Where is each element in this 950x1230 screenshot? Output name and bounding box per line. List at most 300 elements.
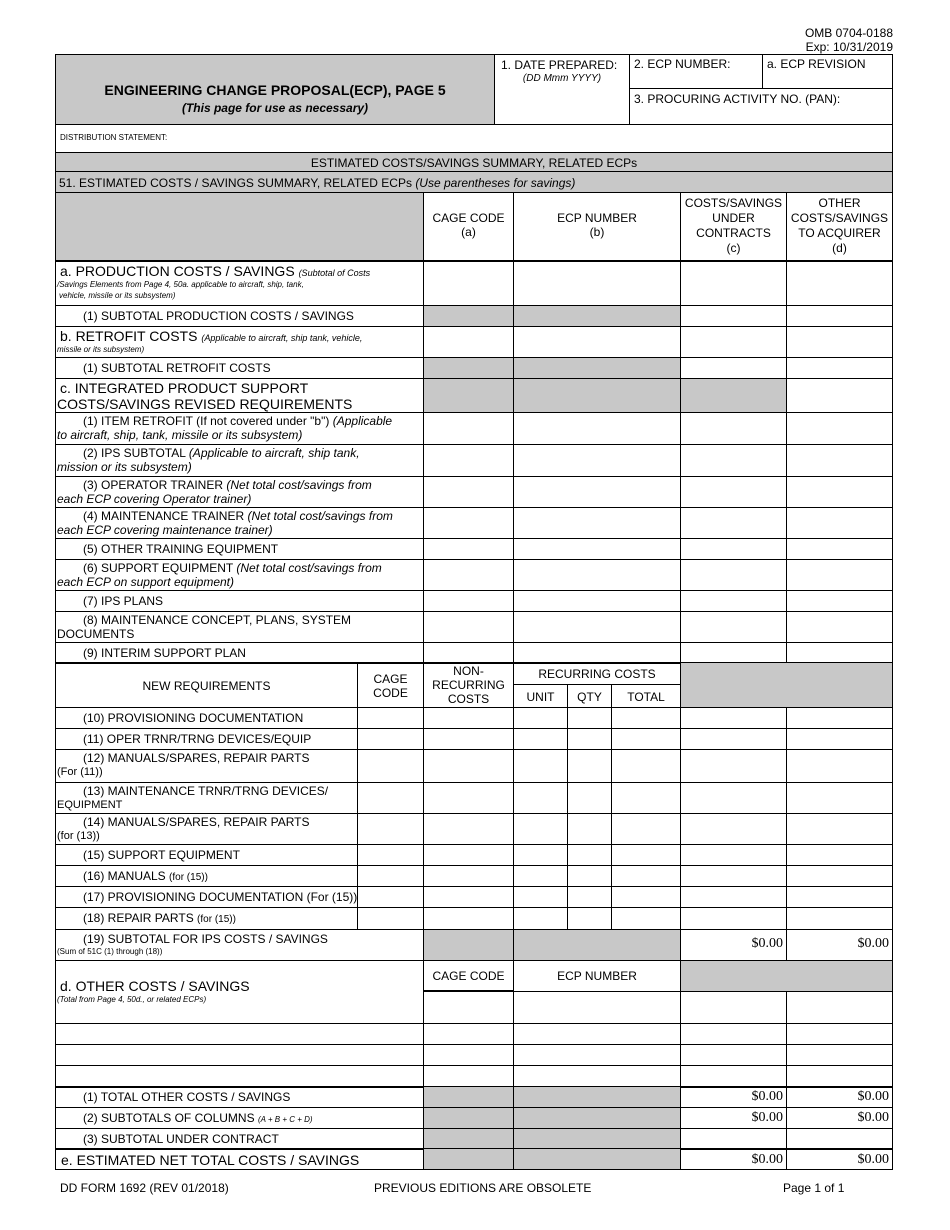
other-costs-cage-header: CAGE CODE xyxy=(423,960,514,992)
row-sub-label xyxy=(83,414,392,428)
row-sub-note: (Net total cost/savings from xyxy=(236,561,382,575)
new-requirements-gray-block xyxy=(680,662,893,708)
net-total-costs-under-contracts[interactable]: $0.00 xyxy=(680,1148,787,1170)
row-ecp-number-cell[interactable] xyxy=(513,444,681,477)
new-req-qty-cell[interactable] xyxy=(567,813,612,845)
row-title-text: b. RETROFIT COSTS xyxy=(60,328,198,344)
row-other-costs-cell[interactable] xyxy=(786,357,893,379)
row-cage-code-cell xyxy=(423,357,514,379)
total-ecp-gray xyxy=(513,1128,681,1150)
row-costs-under-contracts-cell[interactable] xyxy=(680,642,787,664)
row-sub-text: (1) SUBTOTAL RETROFIT COSTS xyxy=(83,361,271,375)
row-ecp-number-cell[interactable] xyxy=(513,642,681,664)
row-cage-code-cell xyxy=(423,378,514,413)
row-sub-text: (3) OPERATOR TRAINER xyxy=(83,478,224,492)
row-sub-line2: to aircraft, ship, tank, missile or its subsystem) xyxy=(57,428,303,442)
new-req-text: (15) SUPPORT EQUIPMENT xyxy=(83,848,240,862)
new-req-other-costs-cell[interactable] xyxy=(786,844,893,866)
total-cage-gray xyxy=(423,1086,514,1108)
column-d-line3: TO ACQUIRER xyxy=(798,226,881,240)
new-req-total-cell[interactable] xyxy=(611,865,681,887)
new-req-total-cell[interactable] xyxy=(611,749,681,783)
row-other-costs-cell[interactable] xyxy=(786,476,893,508)
new-req-nonrecurring-cell[interactable] xyxy=(423,865,514,887)
row-sub-label xyxy=(83,509,393,523)
new-req-label-cell xyxy=(55,728,358,750)
row-other-costs-cell[interactable] xyxy=(786,538,893,560)
row-sub-text: (1) ITEM RETROFIT (If not covered under "b") xyxy=(83,414,330,428)
new-req-qty-cell[interactable] xyxy=(567,707,612,729)
new-req-nonrecurring-cell[interactable] xyxy=(423,886,514,908)
row-other-costs-cell[interactable] xyxy=(786,261,893,306)
new-req-qty-cell[interactable] xyxy=(567,907,612,930)
row-sub-text: (5) OTHER TRAINING EQUIPMENT xyxy=(83,542,279,556)
row-sub-text: (7) IPS PLANS xyxy=(83,594,164,608)
new-req-other-costs-cell[interactable] xyxy=(786,865,893,887)
row-other-costs-cell[interactable] xyxy=(786,444,893,477)
row-costs-under-contracts-cell[interactable] xyxy=(680,476,787,508)
other-c-entry-1[interactable] xyxy=(680,991,787,1024)
total-header: TOTAL xyxy=(611,684,681,708)
row-ecp-number-cell xyxy=(513,378,681,413)
row-sub-label xyxy=(83,446,360,460)
total-costs-under-contracts[interactable]: $0.00 xyxy=(680,1086,787,1108)
column-d-letter: (d) xyxy=(832,241,847,255)
row-other-costs-cell[interactable] xyxy=(786,642,893,664)
row-sub-note: (Applicable to aircraft, ship tank, xyxy=(188,446,360,460)
row-ecp-number-cell[interactable] xyxy=(513,538,681,560)
row-label-cell xyxy=(55,357,424,379)
new-req-other-costs-cell[interactable] xyxy=(786,749,893,783)
new-req-costs-under-contracts-cell[interactable] xyxy=(680,813,787,845)
new-req-costs-under-contracts-cell[interactable] xyxy=(680,886,787,908)
new-req-total-cell[interactable] xyxy=(611,782,681,814)
new-req-qty-cell[interactable] xyxy=(567,728,612,750)
new-req-total-cell[interactable] xyxy=(611,907,681,930)
row-19-other-costs[interactable]: $0.00 xyxy=(786,929,893,961)
footer-form-number: DD FORM 1692 (REV 01/2018) xyxy=(60,1181,229,1195)
new-req-costs-under-contracts-cell[interactable] xyxy=(680,728,787,750)
new-req-unit-cell[interactable] xyxy=(513,844,568,866)
row-other-costs-cell[interactable] xyxy=(786,305,893,327)
other-row-ecp-cell[interactable] xyxy=(513,1065,681,1088)
new-req-text: (16) MANUALS xyxy=(83,869,166,883)
row-ecp-number-cell[interactable] xyxy=(513,326,681,358)
pan-label: 3. PROCURING ACTIVITY NO. (PAN): xyxy=(634,92,841,106)
row-19-note: (Sum of 51C (1) through (18)) xyxy=(57,947,163,956)
other-costs-gray-block xyxy=(680,960,893,992)
new-req-costs-under-contracts-cell[interactable] xyxy=(680,707,787,729)
column-b-letter: (b) xyxy=(589,225,605,239)
total-other-costs[interactable]: $0.00 xyxy=(786,1107,893,1129)
other-row-costs-under-contracts-cell[interactable] xyxy=(680,1023,787,1045)
new-req-label xyxy=(83,815,310,829)
cage-header-line2: CODE xyxy=(373,686,408,700)
other-costs-ecp-header: ECP NUMBER xyxy=(513,960,681,992)
new-req-qty-cell[interactable] xyxy=(567,844,612,866)
row-other-costs-cell[interactable] xyxy=(786,507,893,539)
row-note-line2: /Savings Elements from Page 4, 50a. applicable to aircraft, ship, tank, xyxy=(57,280,304,289)
total-label-text: (3) SUBTOTAL UNDER CONTRACT xyxy=(83,1132,279,1146)
other-costs-note: (Total from Page 4, 50d., or related ECPs) xyxy=(57,995,207,1004)
new-req-text: (13) MAINTENANCE TRNR/TRNG DEVICES/ xyxy=(83,784,329,798)
row-sub-label xyxy=(83,309,354,323)
item-51-label: 51. ESTIMATED COSTS / SAVINGS SUMMARY, RELATED ECPs xyxy=(59,176,412,190)
row-cage-code-cell[interactable] xyxy=(423,412,514,445)
new-req-cage-cell[interactable] xyxy=(357,886,424,908)
row-ecp-number-cell[interactable] xyxy=(513,507,681,539)
new-req-line2: (for (13)) xyxy=(57,830,100,842)
row-ecp-number-cell[interactable] xyxy=(513,412,681,445)
date-format-hint: (DD Mmm YYYY) xyxy=(522,73,602,84)
total-other-costs[interactable]: $0.00 xyxy=(786,1086,893,1108)
ecp-revision-label: a. ECP REVISION xyxy=(767,57,866,71)
new-req-qty-cell[interactable] xyxy=(567,782,612,814)
row-note-line3: vehicle, missile or its subsystem) xyxy=(59,291,176,300)
total-ecp-gray xyxy=(513,1107,681,1129)
other-row-other-costs-cell[interactable] xyxy=(786,1023,893,1045)
row-cage-code-cell[interactable] xyxy=(423,444,514,477)
column-header-other-costs xyxy=(786,192,893,261)
new-req-total-cell[interactable] xyxy=(611,886,681,908)
row-sub-text: (1) SUBTOTAL PRODUCTION COSTS / SAVINGS xyxy=(83,309,354,323)
row-ecp-number-cell xyxy=(513,357,681,379)
new-req-line2: (For (11)) xyxy=(57,766,103,778)
new-req-label-cell xyxy=(55,886,358,908)
new-req-cage-cell[interactable] xyxy=(357,749,424,783)
row-19-cage-gray xyxy=(423,929,514,961)
row-19-label-cell xyxy=(55,929,424,961)
new-req-label xyxy=(83,911,236,927)
row-title-note: (Subtotal of Costs xyxy=(298,268,371,278)
new-req-label xyxy=(83,732,311,746)
row-label-cell xyxy=(55,476,424,508)
row-cage-code-cell[interactable] xyxy=(423,642,514,664)
other-row-description-cell[interactable] xyxy=(55,1044,424,1066)
net-total-cage-gray xyxy=(423,1148,514,1170)
total-ecp-gray xyxy=(513,1086,681,1108)
row-costs-under-contracts-cell[interactable] xyxy=(680,507,787,539)
new-req-label-cell xyxy=(55,707,358,729)
unit-header: UNIT xyxy=(513,684,568,708)
other-costs-label-cell xyxy=(55,960,424,1024)
new-req-text: (10) PROVISIONING DOCUMENTATION xyxy=(83,711,304,725)
row-other-costs-cell[interactable] xyxy=(786,326,893,358)
net-total-label: e. ESTIMATED NET TOTAL COSTS / SAVINGS xyxy=(61,1152,360,1168)
new-req-unit-cell[interactable] xyxy=(513,886,568,908)
column-b-label: ECP NUMBER xyxy=(557,211,637,225)
new-req-cage-cell[interactable] xyxy=(357,728,424,750)
new-req-label xyxy=(83,890,357,904)
row-sub-line2: each ECP covering maintenance trainer) xyxy=(57,523,273,537)
other-row-ecp-cell[interactable] xyxy=(513,1044,681,1066)
row-costs-under-contracts-cell[interactable] xyxy=(680,357,787,379)
new-req-unit-cell[interactable] xyxy=(513,907,568,930)
row-19-label: (19) SUBTOTAL FOR IPS COSTS / SAVINGS xyxy=(83,932,328,946)
row-costs-under-contracts-cell[interactable] xyxy=(680,305,787,327)
row-label-cell xyxy=(55,326,424,358)
row-label-cell xyxy=(55,444,424,477)
row-sub-line2: each ECP on support equipment) xyxy=(57,575,234,589)
new-req-nonrecurring-cell[interactable] xyxy=(423,782,514,814)
row-other-costs-cell[interactable] xyxy=(786,590,893,612)
nonrecurring-costs-header xyxy=(423,662,514,708)
row-costs-under-contracts-cell[interactable] xyxy=(680,611,787,643)
row-sub-label xyxy=(83,646,246,660)
other-row-cage-cell[interactable] xyxy=(423,1065,514,1088)
row-cage-code-cell[interactable] xyxy=(423,611,514,643)
form-title: ENGINEERING CHANGE PROPOSAL(ECP), PAGE 5 xyxy=(104,82,446,98)
new-req-costs-under-contracts-cell[interactable] xyxy=(680,907,787,930)
row-other-costs-cell[interactable] xyxy=(786,611,893,643)
form-subtitle: (This page for use as necessary) xyxy=(181,101,369,115)
row-sub-text: (9) INTERIM SUPPORT PLAN xyxy=(83,646,246,660)
total-cage-gray xyxy=(423,1107,514,1129)
row-costs-under-contracts-cell[interactable] xyxy=(680,412,787,445)
new-req-cage-cell[interactable] xyxy=(357,782,424,814)
new-req-other-costs-cell[interactable] xyxy=(786,886,893,908)
date-prepared-label: 1. DATE PREPARED: xyxy=(501,58,618,72)
new-req-qty-cell[interactable] xyxy=(567,865,612,887)
row-label-cell xyxy=(55,378,424,413)
new-req-cage-cell[interactable] xyxy=(357,707,424,729)
row-cage-code-cell[interactable] xyxy=(423,261,514,306)
row-other-costs-cell[interactable] xyxy=(786,378,893,413)
new-req-unit-cell[interactable] xyxy=(513,749,568,783)
new-req-text: (17) PROVISIONING DOCUMENTATION (For (15)) xyxy=(83,890,358,904)
row-19-costs-under-contracts[interactable]: $0.00 xyxy=(680,929,787,961)
row-label-cell xyxy=(55,412,424,445)
total-label-cell xyxy=(55,1107,424,1129)
row-costs-under-contracts-cell xyxy=(680,378,787,413)
other-row-description-cell[interactable] xyxy=(55,1023,424,1045)
row-cage-code-cell[interactable] xyxy=(423,476,514,508)
new-req-nonrecurring-cell[interactable] xyxy=(423,844,514,866)
new-req-nonrecurring-cell[interactable] xyxy=(423,813,514,845)
other-row-costs-under-contracts-cell[interactable] xyxy=(680,1065,787,1088)
row-label-cell xyxy=(55,538,424,560)
row-cage-code-cell[interactable] xyxy=(423,507,514,539)
qty-header: QTY xyxy=(567,684,612,708)
new-req-costs-under-contracts-cell[interactable] xyxy=(680,782,787,814)
new-req-costs-under-contracts-cell[interactable] xyxy=(680,749,787,783)
new-req-unit-cell[interactable] xyxy=(513,782,568,814)
new-req-tail: (for (15)) xyxy=(197,914,236,925)
row-cage-code-cell[interactable] xyxy=(423,559,514,591)
total-costs-under-contracts[interactable]: $0.00 xyxy=(680,1107,787,1129)
column-a-letter: (a) xyxy=(461,225,476,239)
column-c-line2: UNDER xyxy=(712,211,755,225)
other-row-other-costs-cell[interactable] xyxy=(786,1044,893,1066)
column-c-line3: CONTRACTS xyxy=(696,226,771,240)
total-label-text: (2) SUBTOTALS OF COLUMNS xyxy=(83,1111,255,1125)
new-req-other-costs-cell[interactable] xyxy=(786,813,893,845)
column-header-costs-under-contracts xyxy=(680,192,787,261)
new-req-qty-cell[interactable] xyxy=(567,749,612,783)
row-title xyxy=(60,328,362,344)
distribution-label: DISTRIBUTION STATEMENT: xyxy=(60,133,168,142)
row-sub-note: (Net total cost/savings from xyxy=(226,478,372,492)
cage-header-line1: CAGE xyxy=(373,672,408,686)
new-req-label-cell xyxy=(55,813,358,845)
recurring-costs-header: RECURRING COSTS xyxy=(513,662,681,685)
row-label-cell xyxy=(55,305,424,327)
new-req-total-cell[interactable] xyxy=(611,813,681,845)
row-ecp-number-cell[interactable] xyxy=(513,261,681,306)
total-cage-gray xyxy=(423,1128,514,1150)
row-title-text: a. PRODUCTION COSTS / SAVINGS xyxy=(60,263,295,279)
other-row-cage-cell[interactable] xyxy=(423,1044,514,1066)
new-req-label xyxy=(83,711,303,725)
row-sub-line2: DOCUMENTS xyxy=(57,627,135,641)
omb-expiration: Exp: 10/31/2019 xyxy=(805,40,893,54)
total-costs-under-contracts[interactable] xyxy=(680,1128,787,1150)
column-d-line2: COSTS/SAVINGS xyxy=(790,211,889,225)
row-title-note: (Applicable to aircraft, ship tank, vehicle, xyxy=(201,333,363,343)
new-req-other-costs-cell[interactable] xyxy=(786,782,893,814)
row-cage-code-cell[interactable] xyxy=(423,590,514,612)
row-ecp-number-cell[interactable] xyxy=(513,611,681,643)
new-req-other-costs-cell[interactable] xyxy=(786,907,893,930)
nonrec-line3: COSTS xyxy=(447,692,490,706)
row-ecp-number-cell[interactable] xyxy=(513,590,681,612)
row-sub-text: (2) IPS SUBTOTAL xyxy=(83,446,186,460)
new-requirements-cage-header xyxy=(357,662,424,708)
new-req-unit-cell[interactable] xyxy=(513,707,568,729)
row-label-cell xyxy=(55,261,424,306)
total-label-cell xyxy=(55,1128,424,1150)
column-a-label: CAGE CODE xyxy=(432,211,505,225)
net-total-other-costs[interactable]: $0.00 xyxy=(786,1148,893,1170)
row-sub-label xyxy=(83,613,351,627)
new-req-text: (12) MANUALS/SPARES, REPAIR PARTS xyxy=(83,751,310,765)
new-req-costs-under-contracts-cell[interactable] xyxy=(680,865,787,887)
new-req-label xyxy=(83,751,310,765)
row-ecp-number-cell[interactable] xyxy=(513,559,681,591)
row-cage-code-cell xyxy=(423,305,514,327)
other-ecp-entry-1[interactable] xyxy=(513,991,681,1024)
new-req-nonrecurring-cell[interactable] xyxy=(423,907,514,930)
new-req-label xyxy=(83,869,208,885)
row-sub-text: (4) MAINTENANCE TRAINER xyxy=(83,509,245,523)
section-title: ESTIMATED COSTS/SAVINGS SUMMARY, RELATED ECPs xyxy=(55,152,893,172)
row-sub-text: (6) SUPPORT EQUIPMENT xyxy=(83,561,234,575)
row-other-costs-cell[interactable] xyxy=(786,412,893,445)
new-req-label-cell xyxy=(55,907,358,930)
column-header-cage-code xyxy=(423,192,514,261)
new-req-unit-cell[interactable] xyxy=(513,813,568,845)
footer-page-number: Page 1 of 1 xyxy=(783,1181,845,1195)
column-c-line1: COSTS/SAVINGS xyxy=(684,196,783,210)
column-d-line1: OTHER xyxy=(818,196,861,210)
nonrec-line1: NON- xyxy=(453,664,484,678)
new-req-unit-cell[interactable] xyxy=(513,728,568,750)
row-note-line2: missile or its subsystem) xyxy=(57,345,145,354)
column-c-letter: (c) xyxy=(726,241,741,255)
nonrec-line2: RECURRING xyxy=(432,678,505,692)
new-req-cage-cell[interactable] xyxy=(357,907,424,930)
row-costs-under-contracts-cell[interactable] xyxy=(680,326,787,358)
row-title xyxy=(60,263,370,279)
new-req-cage-cell[interactable] xyxy=(357,813,424,845)
row-costs-under-contracts-cell[interactable] xyxy=(680,559,787,591)
net-total-label-cell xyxy=(55,1148,424,1170)
total-label xyxy=(83,1111,313,1127)
new-requirements-header: NEW REQUIREMENTS xyxy=(55,662,358,708)
new-req-cage-cell[interactable] xyxy=(357,865,424,887)
new-req-cage-cell[interactable] xyxy=(357,844,424,866)
row-other-costs-cell[interactable] xyxy=(786,559,893,591)
new-req-label-cell xyxy=(55,865,358,887)
row-label-cell xyxy=(55,590,424,612)
row-cage-code-cell[interactable] xyxy=(423,538,514,560)
new-req-tail: (for (15)) xyxy=(169,872,208,883)
new-req-nonrecurring-cell[interactable] xyxy=(423,707,514,729)
new-req-total-cell[interactable] xyxy=(611,707,681,729)
footer-obsolete-notice: PREVIOUS EDITIONS ARE OBSOLETE xyxy=(374,1181,592,1195)
row-19-ecp-gray xyxy=(513,929,681,961)
row-sub-label xyxy=(83,561,382,575)
row-cage-code-cell[interactable] xyxy=(423,326,514,358)
new-req-text: (11) OPER TRNR/TRNG DEVICES/EQUIP xyxy=(83,732,312,746)
new-req-qty-cell[interactable] xyxy=(567,886,612,908)
row-costs-under-contracts-cell[interactable] xyxy=(680,261,787,306)
new-req-unit-cell[interactable] xyxy=(513,865,568,887)
new-req-nonrecurring-cell[interactable] xyxy=(423,728,514,750)
total-label xyxy=(83,1090,290,1104)
other-row-other-costs-cell[interactable] xyxy=(786,1065,893,1088)
other-row-cage-cell[interactable] xyxy=(423,1023,514,1045)
row-sub-note: (Applicable xyxy=(332,414,393,428)
other-row-ecp-cell[interactable] xyxy=(513,1023,681,1045)
other-cage-entry-1[interactable] xyxy=(423,991,514,1024)
new-req-nonrecurring-cell[interactable] xyxy=(423,749,514,783)
other-row-description-cell[interactable] xyxy=(55,1065,424,1088)
item-51-note: (Use parentheses for savings) xyxy=(415,176,576,190)
row-title-text: c. INTEGRATED PRODUCT SUPPORT xyxy=(60,380,309,396)
row-sub-label xyxy=(83,361,271,375)
row-sub-line2: each ECP covering Operator trainer) xyxy=(57,492,252,506)
row-sub-label xyxy=(83,594,163,608)
new-req-other-costs-cell[interactable] xyxy=(786,728,893,750)
new-req-other-costs-cell[interactable] xyxy=(786,707,893,729)
row-label-cell xyxy=(55,507,424,539)
row-label-cell xyxy=(55,559,424,591)
row-sub-label xyxy=(83,478,372,492)
row-label-cell xyxy=(55,642,424,664)
other-row-costs-under-contracts-cell[interactable] xyxy=(680,1044,787,1066)
row-costs-under-contracts-cell[interactable] xyxy=(680,444,787,477)
row-sub-label xyxy=(83,542,278,556)
row-costs-under-contracts-cell[interactable] xyxy=(680,590,787,612)
row-sub-line2: mission or its subsystem) xyxy=(57,460,192,474)
new-req-total-cell[interactable] xyxy=(611,844,681,866)
new-req-costs-under-contracts-cell[interactable] xyxy=(680,844,787,866)
row-sub-note: (Net total cost/savings from xyxy=(247,509,393,523)
total-label-cell xyxy=(55,1086,424,1108)
column-header-blank xyxy=(55,192,424,261)
new-req-text: (18) REPAIR PARTS xyxy=(83,911,194,925)
row-ecp-number-cell[interactable] xyxy=(513,476,681,508)
total-label-note: (A + B + C + D) xyxy=(257,1115,313,1124)
total-label xyxy=(83,1132,279,1146)
row-costs-under-contracts-cell[interactable] xyxy=(680,538,787,560)
row-ecp-number-cell xyxy=(513,305,681,327)
other-d-entry-1[interactable] xyxy=(786,991,893,1024)
total-other-costs[interactable] xyxy=(786,1128,893,1150)
new-req-total-cell[interactable] xyxy=(611,728,681,750)
new-req-label xyxy=(83,848,240,862)
